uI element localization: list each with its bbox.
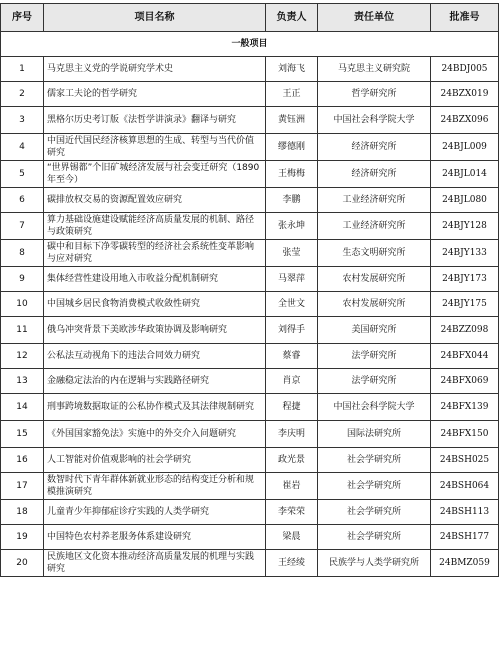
project-name: “世界锡都”个旧矿城经济发展与社会变迁研究（1890年至今） (44, 161, 266, 188)
row-number: 6 (1, 188, 44, 213)
approval-number: 24BFX150 (431, 421, 499, 448)
table-row (1, 394, 499, 421)
table-row (1, 188, 499, 213)
responsible-unit: 社会学研究所 (318, 500, 431, 525)
project-lead: 张莹 (266, 240, 318, 267)
approval-number: 24BSH025 (431, 448, 499, 473)
responsible-unit: 民族学与人类学研究所 (318, 550, 431, 577)
responsible-unit: 社会学研究所 (318, 525, 431, 550)
approval-number: 24BJY133 (431, 240, 499, 267)
row-number: 3 (1, 107, 44, 134)
responsible-unit: 国际法研究所 (318, 421, 431, 448)
project-lead: 王正 (266, 82, 318, 107)
approval-number: 24BFX044 (431, 344, 499, 369)
project-name: 碳排放权交易的资源配置效应研究 (44, 188, 266, 213)
responsible-unit: 马克思主义研究院 (318, 57, 431, 82)
table-row (1, 161, 499, 188)
row-number: 17 (1, 473, 44, 500)
table-row (1, 240, 499, 267)
project-lead: 李庆明 (266, 421, 318, 448)
table-row (1, 369, 499, 394)
table-row (1, 57, 499, 82)
project-lead: 刘得手 (266, 317, 318, 344)
approval-number: 24BDJ005 (431, 57, 499, 82)
row-number: 1 (1, 57, 44, 82)
header-row (1, 4, 499, 32)
project-lead: 黄钰洲 (266, 107, 318, 134)
responsible-unit: 法学研究所 (318, 344, 431, 369)
approval-number: 24BJL014 (431, 161, 499, 188)
row-number: 14 (1, 394, 44, 421)
approval-number: 24BJY175 (431, 292, 499, 317)
approval-number: 24BFX069 (431, 369, 499, 394)
table-row (1, 473, 499, 500)
row-number: 19 (1, 525, 44, 550)
row-number: 4 (1, 134, 44, 161)
row-number: 13 (1, 369, 44, 394)
project-lead: 全世文 (266, 292, 318, 317)
project-lead: 王经绫 (266, 550, 318, 577)
table-body (1, 32, 499, 577)
project-name: 儒家工夫论的哲学研究 (44, 82, 266, 107)
table-row (1, 421, 499, 448)
project-name: 马克思主义党的学说研究学术史 (44, 57, 266, 82)
project-lead: 蔡睿 (266, 344, 318, 369)
project-lead: 肖京 (266, 369, 318, 394)
project-name: 黑格尔历史考订版《法哲学讲演录》翻译与研究 (44, 107, 266, 134)
approval-number: 24BSH064 (431, 473, 499, 500)
project-name: 碳中和目标下净零碳转型的经济社会系统性变革影响与应对研究 (44, 240, 266, 267)
row-number: 12 (1, 344, 44, 369)
responsible-unit: 哲学研究所 (318, 82, 431, 107)
approval-number: 24BFX139 (431, 394, 499, 421)
section-title: 一般项目 (1, 32, 499, 57)
row-number: 2 (1, 82, 44, 107)
header-lead: 负责人 (266, 4, 318, 32)
project-lead: 政光景 (266, 448, 318, 473)
row-number: 7 (1, 213, 44, 240)
project-lead: 梁晨 (266, 525, 318, 550)
approval-number: 24BZX096 (431, 107, 499, 134)
project-lead: 王梅梅 (266, 161, 318, 188)
project-lead: 缪德刚 (266, 134, 318, 161)
project-name: 算力基础设施建设赋能经济高质量发展的机制、路径与政策研究 (44, 213, 266, 240)
row-number: 10 (1, 292, 44, 317)
row-number: 8 (1, 240, 44, 267)
project-name: 公私法互动视角下的违法合同效力研究 (44, 344, 266, 369)
table-row (1, 500, 499, 525)
project-name: 数智时代下青年群体新就业形态的结构变迁分析和规模推演研究 (44, 473, 266, 500)
responsible-unit: 法学研究所 (318, 369, 431, 394)
table-row (1, 317, 499, 344)
row-number: 9 (1, 267, 44, 292)
project-name: 中国特色农村养老服务体系建设研究 (44, 525, 266, 550)
responsible-unit: 工业经济研究所 (318, 213, 431, 240)
table-row (1, 267, 499, 292)
table-row (1, 550, 499, 577)
project-name: 俄乌冲突背景下美欧涉华政策协调及影响研究 (44, 317, 266, 344)
project-lead: 程捷 (266, 394, 318, 421)
responsible-unit: 社会学研究所 (318, 473, 431, 500)
row-number: 5 (1, 161, 44, 188)
responsible-unit: 农村发展研究所 (318, 267, 431, 292)
responsible-unit: 生态文明研究所 (318, 240, 431, 267)
approval-number: 24BMZ059 (431, 550, 499, 577)
header-id: 批准号 (431, 4, 499, 32)
project-name: 中国城乡居民食物消费模式收敛性研究 (44, 292, 266, 317)
approval-number: 24BSH113 (431, 500, 499, 525)
row-number: 20 (1, 550, 44, 577)
project-name: 民族地区文化资本推动经济高质量发展的机理与实践研究 (44, 550, 266, 577)
header-unit: 责任单位 (318, 4, 431, 32)
responsible-unit: 农村发展研究所 (318, 292, 431, 317)
approval-number: 24BJY173 (431, 267, 499, 292)
table-row (1, 134, 499, 161)
header-name: 项目名称 (44, 4, 266, 32)
responsible-unit: 社会学研究所 (318, 448, 431, 473)
table-row (1, 82, 499, 107)
approval-number: 24BJL009 (431, 134, 499, 161)
row-number: 11 (1, 317, 44, 344)
table-row (1, 448, 499, 473)
table-row (1, 213, 499, 240)
responsible-unit: 中国社会科学院大学 (318, 394, 431, 421)
project-name: 人工智能对价值观影响的社会学研究 (44, 448, 266, 473)
approval-number: 24BSH177 (431, 525, 499, 550)
project-name: 金融稳定法治的内在逻辑与实践路径研究 (44, 369, 266, 394)
project-name: 中国近代国民经济核算思想的生成、转型与当代价值研究 (44, 134, 266, 161)
section-row (1, 32, 499, 57)
project-lead: 刘海飞 (266, 57, 318, 82)
table-row (1, 107, 499, 134)
projects-table (0, 3, 499, 577)
approval-number: 24BJY128 (431, 213, 499, 240)
project-name: 刑事跨境数据取证的公私协作模式及其法律规制研究 (44, 394, 266, 421)
header-no: 序号 (1, 4, 44, 32)
project-name: 集体经营性建设用地入市收益分配机制研究 (44, 267, 266, 292)
project-lead: 马翠萍 (266, 267, 318, 292)
table-row (1, 344, 499, 369)
responsible-unit: 工业经济研究所 (318, 188, 431, 213)
table-row (1, 525, 499, 550)
responsible-unit: 美国研究所 (318, 317, 431, 344)
project-lead: 李荣荣 (266, 500, 318, 525)
project-name: 《外国国家豁免法》实施中的外交介入问题研究 (44, 421, 266, 448)
approval-number: 24BZX019 (431, 82, 499, 107)
responsible-unit: 经济研究所 (318, 161, 431, 188)
project-name: 儿童青少年抑郁症诊疗实践的人类学研究 (44, 500, 266, 525)
row-number: 15 (1, 421, 44, 448)
project-lead: 崔岩 (266, 473, 318, 500)
row-number: 16 (1, 448, 44, 473)
approval-number: 24BJL080 (431, 188, 499, 213)
responsible-unit: 经济研究所 (318, 134, 431, 161)
approval-number: 24BZZ098 (431, 317, 499, 344)
responsible-unit: 中国社会科学院大学 (318, 107, 431, 134)
project-lead: 张永坤 (266, 213, 318, 240)
project-lead: 李鹏 (266, 188, 318, 213)
row-number: 18 (1, 500, 44, 525)
table-row (1, 292, 499, 317)
